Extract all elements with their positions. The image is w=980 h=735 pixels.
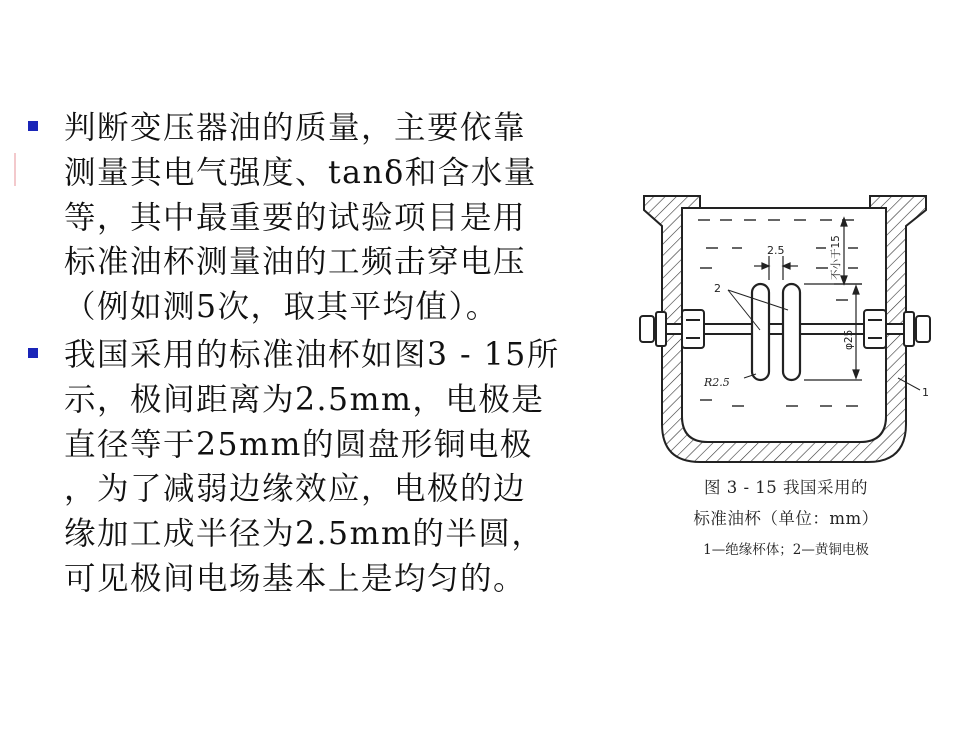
bullet-line: 缘加工成半径为2.5mm的半圆， [64, 516, 545, 553]
gap-label: 2.5 [767, 244, 785, 257]
part-label-cup: 1 [922, 386, 929, 399]
bullet-line: 等，其中最重要的试验项目是用 [64, 199, 527, 236]
bullet-line: 直径等于25mm的圆盘形铜电极 [64, 426, 533, 463]
bullet-marker [28, 121, 38, 131]
radius-label: R2.5 [704, 376, 730, 389]
bullet-line: 我国采用的标准油杯如图3 - 15所 [64, 337, 560, 373]
bullet-line: 标准油杯测量油的工频击穿电压 [64, 244, 527, 281]
bullet-line: 测量其电气强度、tanδ和含水量 [64, 154, 537, 191]
bullet-text [64, 106, 537, 330]
min-height-label: 不小于15 [830, 235, 842, 280]
figure-caption-unit: 标准油杯（单位：mm） [693, 509, 879, 528]
bullet-marker [28, 348, 38, 358]
bullet-text [64, 333, 560, 602]
diameter-label: φ25 [843, 329, 855, 350]
bullet-line: ，为了减弱边缘效应，电极的边 [64, 471, 527, 508]
figure-caption-title: 图 3 - 15 我国采用的 [703, 478, 869, 497]
bullet-line: 判断变压器油的质量，主要依靠 [64, 110, 527, 146]
figure-caption-legend: 1—绝缘杯体；2—黄铜电极 [703, 542, 869, 558]
slide-accent-mark [14, 153, 16, 186]
bullet-line: （例如测5次，取其平均值）。 [64, 289, 499, 326]
oil-cup-figure [636, 180, 936, 480]
bullet-line: 可见极间电场基本上是均匀的。 [64, 560, 527, 597]
bullet-line: 示，极间距离为2.5mm，电极是 [64, 381, 545, 418]
part-label-electrode: 2 [714, 282, 721, 295]
oil-cup-diagram [636, 180, 936, 480]
right-disc-electrode [783, 284, 800, 380]
